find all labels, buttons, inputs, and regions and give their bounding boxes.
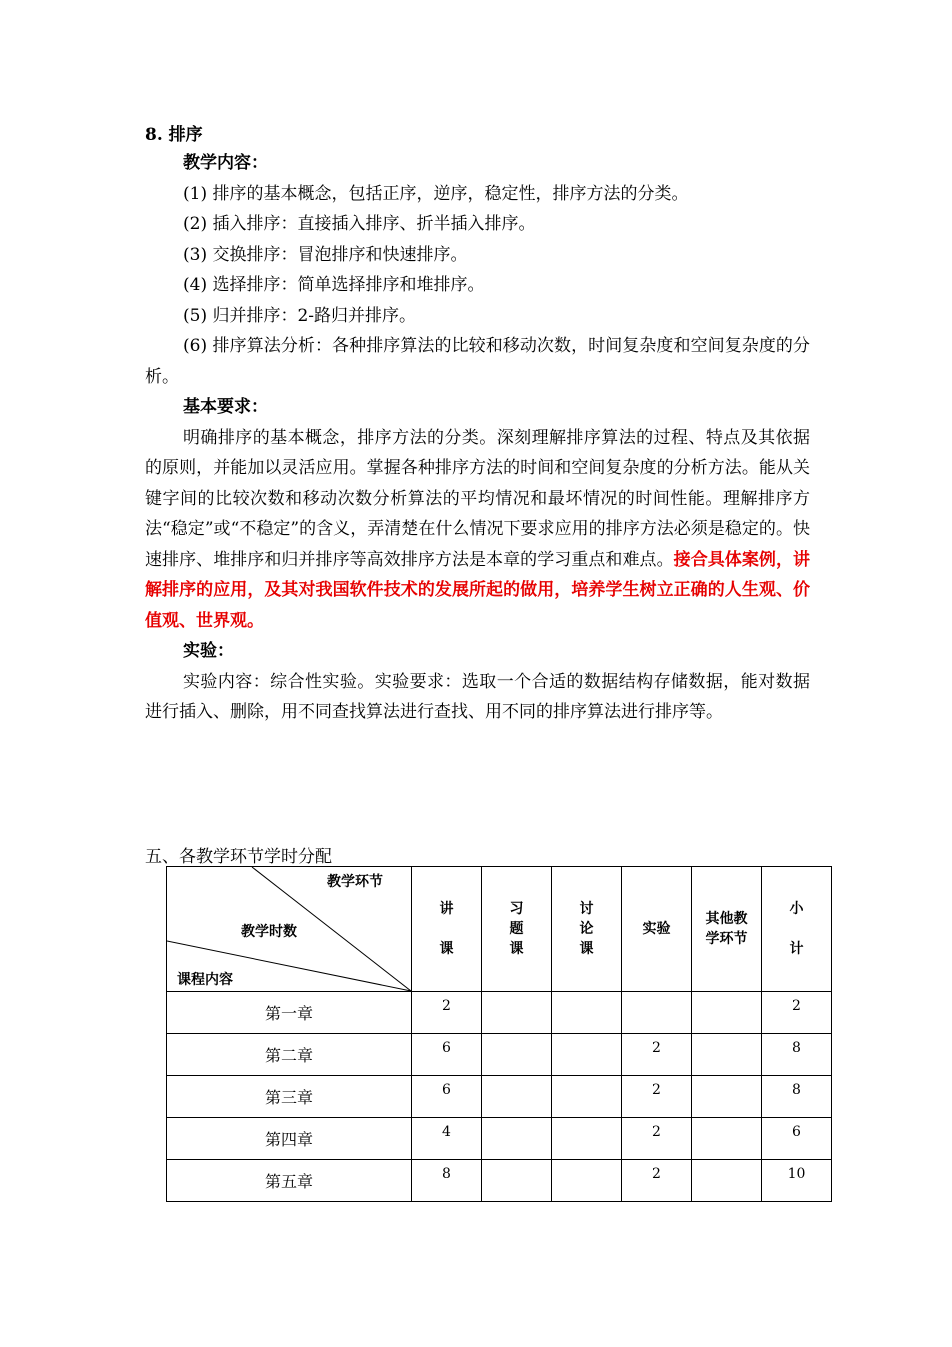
table-cell <box>482 1118 552 1160</box>
table-row <box>167 1118 832 1160</box>
column-header-lecture: 讲 课 <box>412 867 482 992</box>
table-cell <box>622 992 692 1034</box>
header-label-teaching-link: 教学环节 <box>327 874 383 890</box>
allocation-title: 五、各教学环节学时分配 <box>145 847 332 867</box>
table-row <box>167 1034 832 1076</box>
table-cell <box>552 1034 622 1076</box>
table-cell: 6 <box>412 1076 482 1118</box>
content-item: (3) 交换排序：冒泡排序和快速排序。 <box>183 244 468 265</box>
requirements-highlight: 接合具体案例，讲解排序的应用，及其对我国软件技术的发展所起的做用，培养学生树立正确的人生观、价值观、世界观。 <box>145 549 811 631</box>
table-cell: 2 <box>622 1118 692 1160</box>
content-item: (5) 归并排序：2-路归并排序。 <box>183 305 417 326</box>
requirements-body: 明确排序的基本概念，排序方法的分类。深刻理解排序算法的过程、特点及其依据的原则，并能加以灵活应用。掌握各种排序方法的时间和空间复杂度的分析方法。能从关键字间的比较次数和移动次数分析算法的平均情况和最坏情况的时间性能。理解排序方法“稳定”或“不稳定”的含义，弄清楚在什么情况下要求应用的排序方法必须是稳定的。快速排序、堆排序和归并排序等高效排序方法是本章的学习重点和难点。 <box>145 427 810 570</box>
section-body <box>145 148 810 728</box>
content-title: 教学内容： <box>183 153 268 173</box>
table-cell: 2 <box>622 1076 692 1118</box>
content-item: (2) 插入排序：直接插入排序、折半插入排序。 <box>183 214 536 234</box>
row-label: 第五章 <box>167 1160 412 1202</box>
table-cell: 8 <box>762 1034 832 1076</box>
row-label: 第四章 <box>167 1118 412 1160</box>
column-header-discussion: 讨 论 课 <box>552 867 622 992</box>
table-cell <box>482 992 552 1034</box>
table-cell: 6 <box>412 1034 482 1076</box>
table-cell <box>692 1034 762 1076</box>
table-cell <box>692 1076 762 1118</box>
diagonal-header-cell <box>167 867 412 992</box>
requirements-title: 基本要求： <box>183 397 268 417</box>
table-cell: 8 <box>762 1076 832 1118</box>
table-cell <box>692 992 762 1034</box>
table-cell <box>552 992 622 1034</box>
table-cell <box>482 1076 552 1118</box>
column-header-other: 其他教 学环节 <box>692 867 762 992</box>
experiment-text: 实验内容：综合性实验。实验要求：选取一个合适的数据结构存储数据，能对数据进行插入、删除，用不同查找算法进行查找、用不同的排序算法进行排序等。 <box>145 671 810 722</box>
content-item: (4) 选择排序：简单选择排序和堆排序。 <box>183 275 485 295</box>
header-label-teaching-hours: 教学时数 <box>241 924 297 940</box>
content-item: (1) 排序的基本概念，包括正序，逆序，稳定性，排序方法的分类。 <box>183 183 689 204</box>
table-cell: 2 <box>622 1034 692 1076</box>
row-label: 第三章 <box>167 1076 412 1118</box>
table-cell <box>552 1076 622 1118</box>
table-cell: 8 <box>412 1160 482 1202</box>
table-cell: 4 <box>412 1118 482 1160</box>
table-cell: 6 <box>762 1118 832 1160</box>
row-label: 第二章 <box>167 1034 412 1076</box>
table-cell: 2 <box>762 992 832 1034</box>
row-label: 第一章 <box>167 992 412 1034</box>
table-cell <box>482 1160 552 1202</box>
table-cell <box>692 1160 762 1202</box>
table-row <box>167 1076 832 1118</box>
hours-allocation-table <box>166 866 832 1202</box>
experiment-title: 实验： <box>183 641 234 661</box>
table-cell <box>482 1034 552 1076</box>
table-cell <box>692 1118 762 1160</box>
section-heading: 8. 排序 <box>145 125 203 145</box>
header-label-course-content: 课程内容 <box>177 972 233 988</box>
table-row <box>167 1160 832 1202</box>
content-item: (6) 排序算法分析：各种排序算法的比较和移动次数，时间复杂度和空间复杂度的分析。 <box>145 336 810 387</box>
column-header-subtotal: 小 计 <box>762 867 832 992</box>
table-cell <box>552 1160 622 1202</box>
table-cell: 10 <box>762 1160 832 1202</box>
table-header-row <box>167 867 832 992</box>
requirements-text <box>145 423 810 637</box>
table-cell: 2 <box>622 1160 692 1202</box>
table-row <box>167 992 832 1034</box>
table-cell: 2 <box>412 992 482 1034</box>
column-header-exercise: 习 题 课 <box>482 867 552 992</box>
column-header-experiment: 实验 <box>622 867 692 992</box>
table-cell <box>552 1118 622 1160</box>
